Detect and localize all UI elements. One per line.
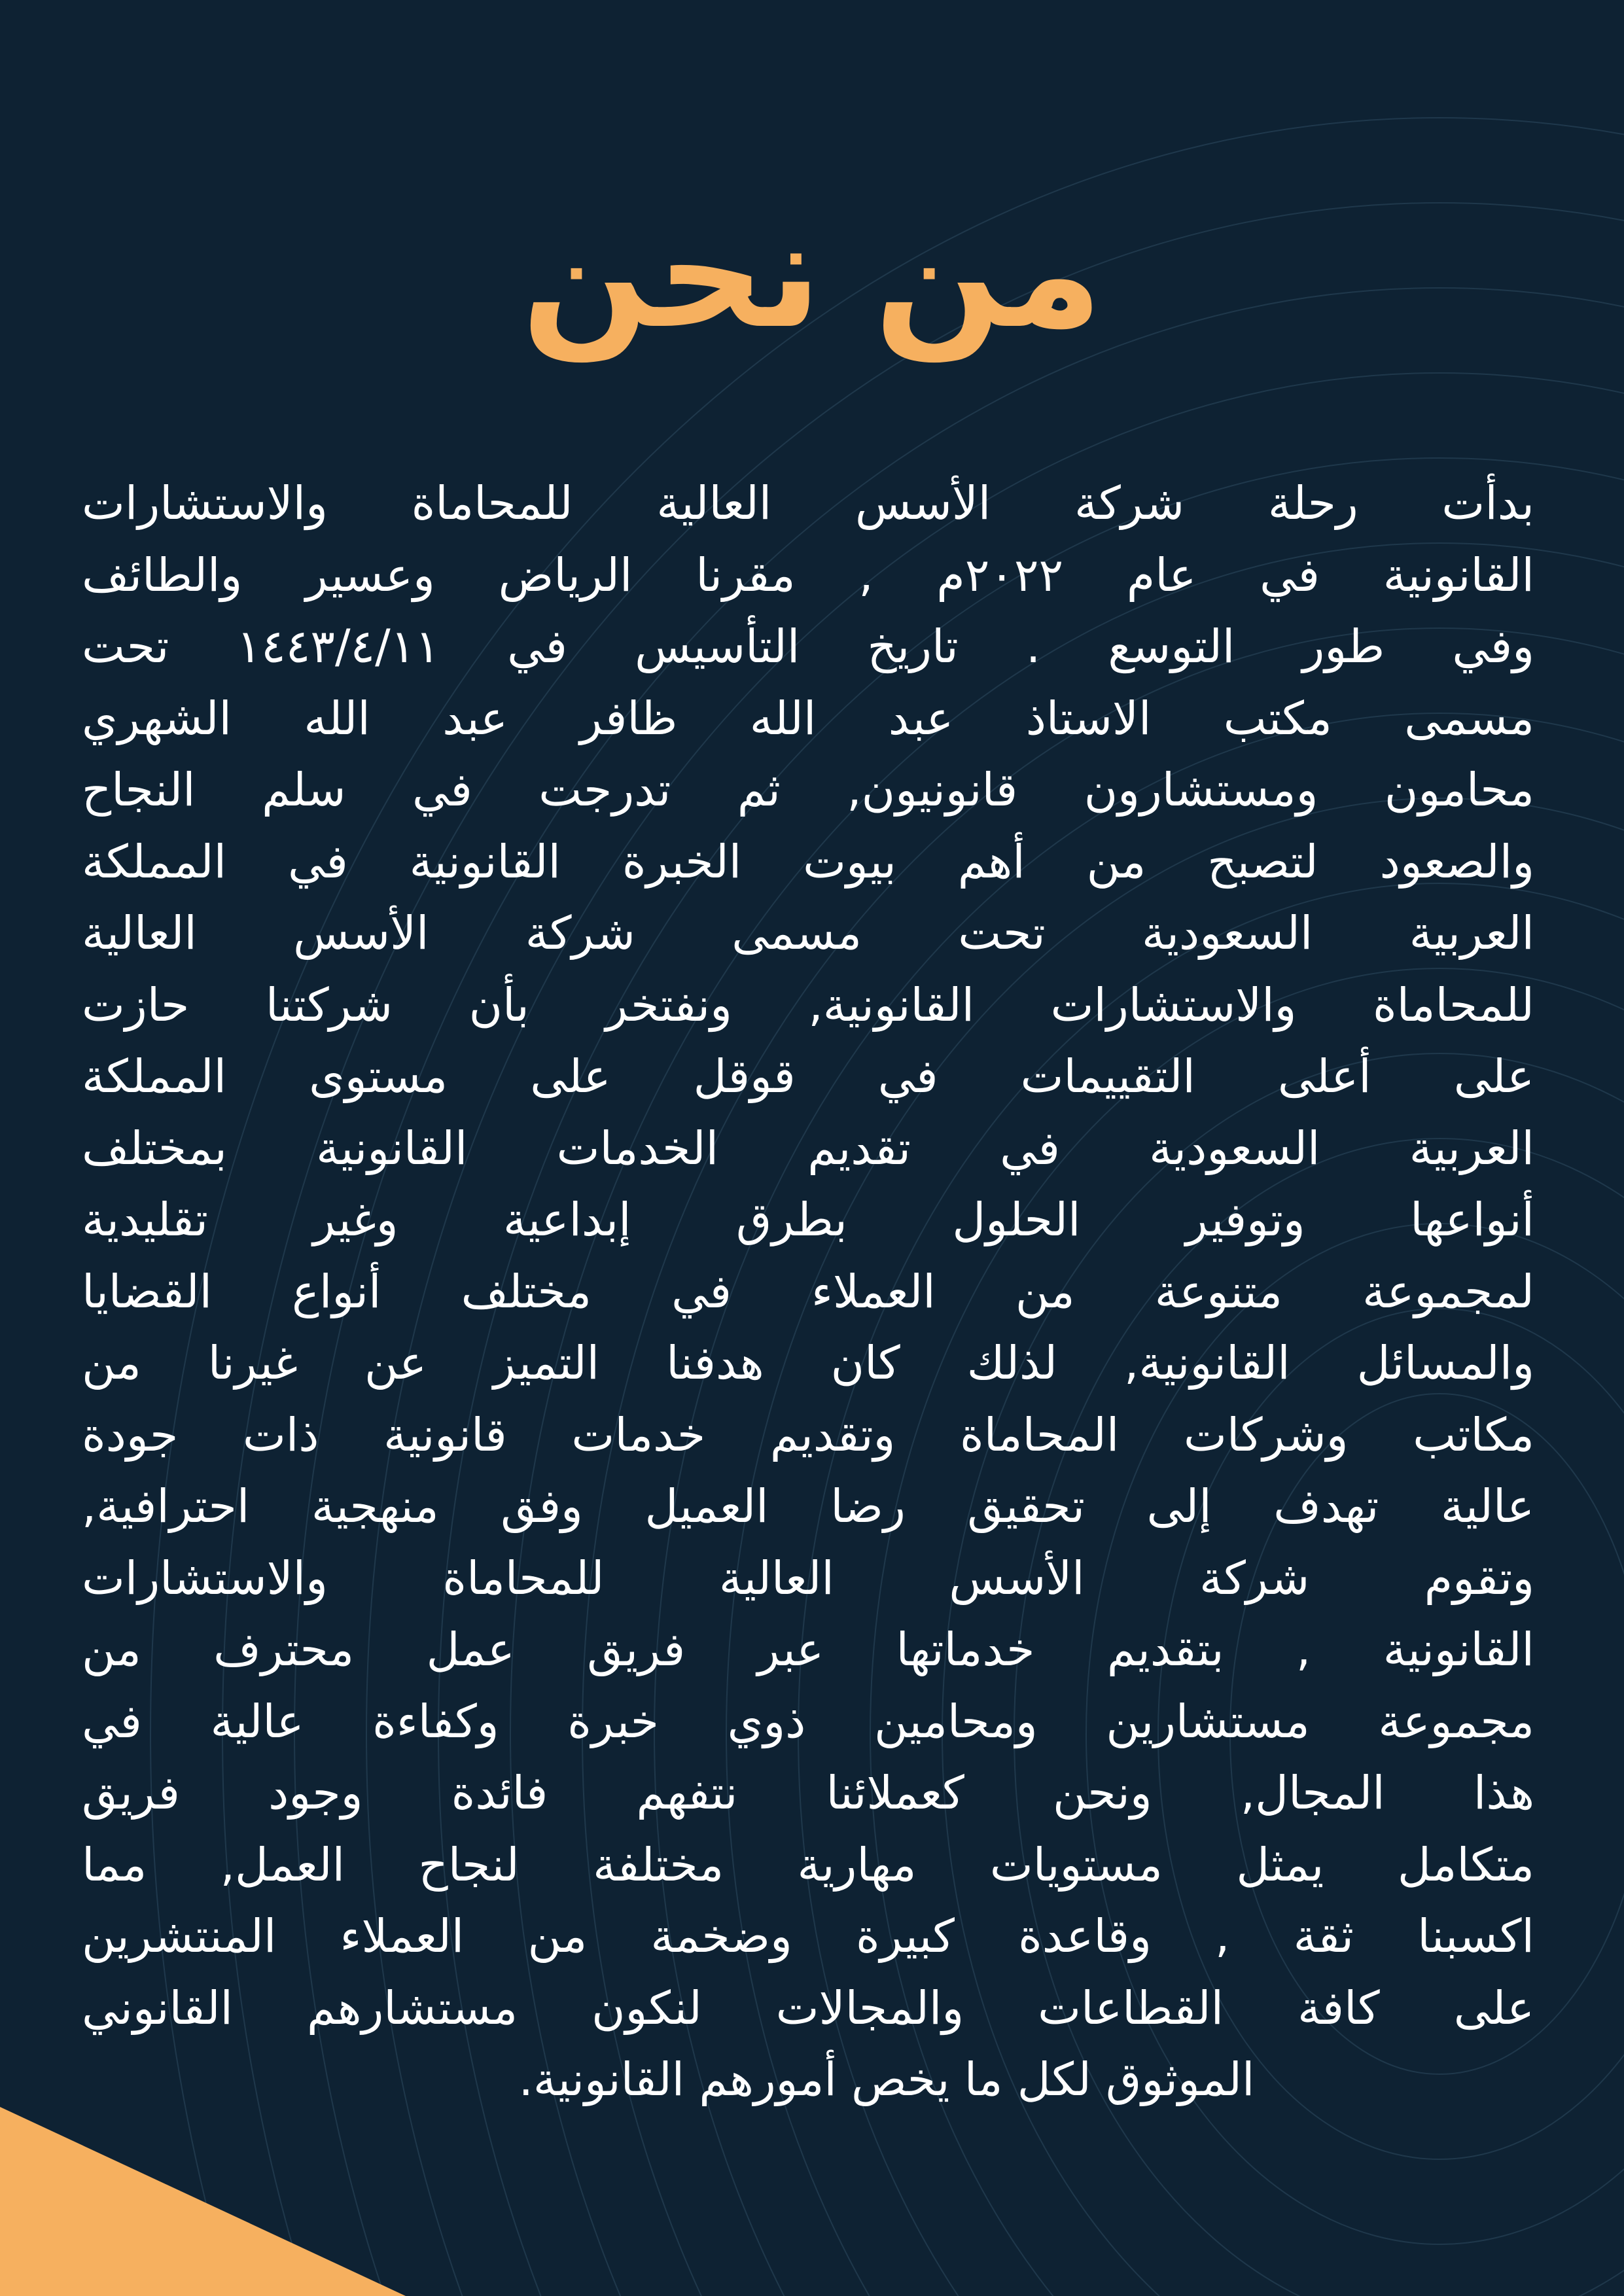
paragraph-line: مكاتب وشركات المحاماة وتقديم خدمات قانونية ذات جودة — [82, 1407, 1534, 1462]
paragraph-line: والصعود لتصبح من أهم بيوت الخبرة القانونية في المملكة — [82, 834, 1534, 889]
about-paragraph — [82, 468, 1534, 2116]
paragraph-line: وتقوم شركة الأسس العالية للمحاماة والاستشارات — [82, 1551, 1534, 1605]
page-title: من نحن — [521, 187, 1103, 362]
paragraph-line: وفي طور التوسع . تاريخ التأسيس في ١٤٤٣/٤/١١ تحت — [82, 620, 1534, 673]
paragraph-line: القانونية , بتقديم خدماتها عبر فريق عمل محترف من — [82, 1623, 1534, 1676]
paragraph-line: العربية السعودية تحت مسمى شركة الأسس العالية — [82, 906, 1534, 960]
paragraph-line: على كافة القطاعات والمجالات لنكون مستشارهم القانوني — [82, 1981, 1534, 2035]
paragraph-line: بدأت رحلة شركة الأسس العالية للمحاماة والاستشارات — [82, 476, 1534, 530]
paragraph-line: عالية تهدف إلى تحقيق رضا العميل وفق منهجية احترافية, — [82, 1479, 1534, 1533]
paragraph-line: اكسبنا ثقة , وقاعدة كبيرة وضخمة من العملاء المنتشرين — [82, 1909, 1534, 1963]
paragraph-line: محامون ومستشارون قانونيون, ثم تدرجت في سلم النجاح — [82, 763, 1534, 817]
paragraph-line: أنواعها وتوفير الحلول بطرق إبداعية وغير تقليدية — [82, 1193, 1534, 1246]
paragraph-line: للمحاماة والاستشارات القانونية, ونفتخر بأن شركتنا حازت — [82, 978, 1534, 1032]
paragraph-line: العربية السعودية في تقديم الخدمات القانونية بمختلف — [82, 1121, 1534, 1175]
paragraph-line: مجموعة مستشارين ومحامين ذوي خبرة وكفاءة عالية في — [82, 1694, 1534, 1748]
paragraph-line: هذا المجال, ونحن كعملائنا نتفهم فائدة وجود فريق — [82, 1766, 1534, 1820]
paragraph-line: مسمى مكتب الاستاذ عبد الله ظافر عبد الله الشهري — [82, 691, 1534, 745]
paragraph-line: لمجموعة متنوعة من العملاء في مختلف أنواع القضايا — [82, 1264, 1534, 1318]
paragraph-line: متكامل يمثل مستويات مهارية مختلفة لنجاح العمل, مما — [82, 1837, 1534, 1892]
paragraph-line: على أعلى التقييمات في قوقل على مستوى المملكة — [82, 1050, 1534, 1103]
paragraph-line: الموثوق لكل ما يخص أمورهم القانونية. — [518, 2053, 1255, 2106]
paragraph-line: القانونية في عام ٢٠٢٢م , مقرنا الرياض وعسير والطائف — [82, 548, 1534, 602]
paragraph-line: والمسائل القانونية, لذلك كان هدفنا التميز عن غيرنا من — [82, 1336, 1534, 1390]
